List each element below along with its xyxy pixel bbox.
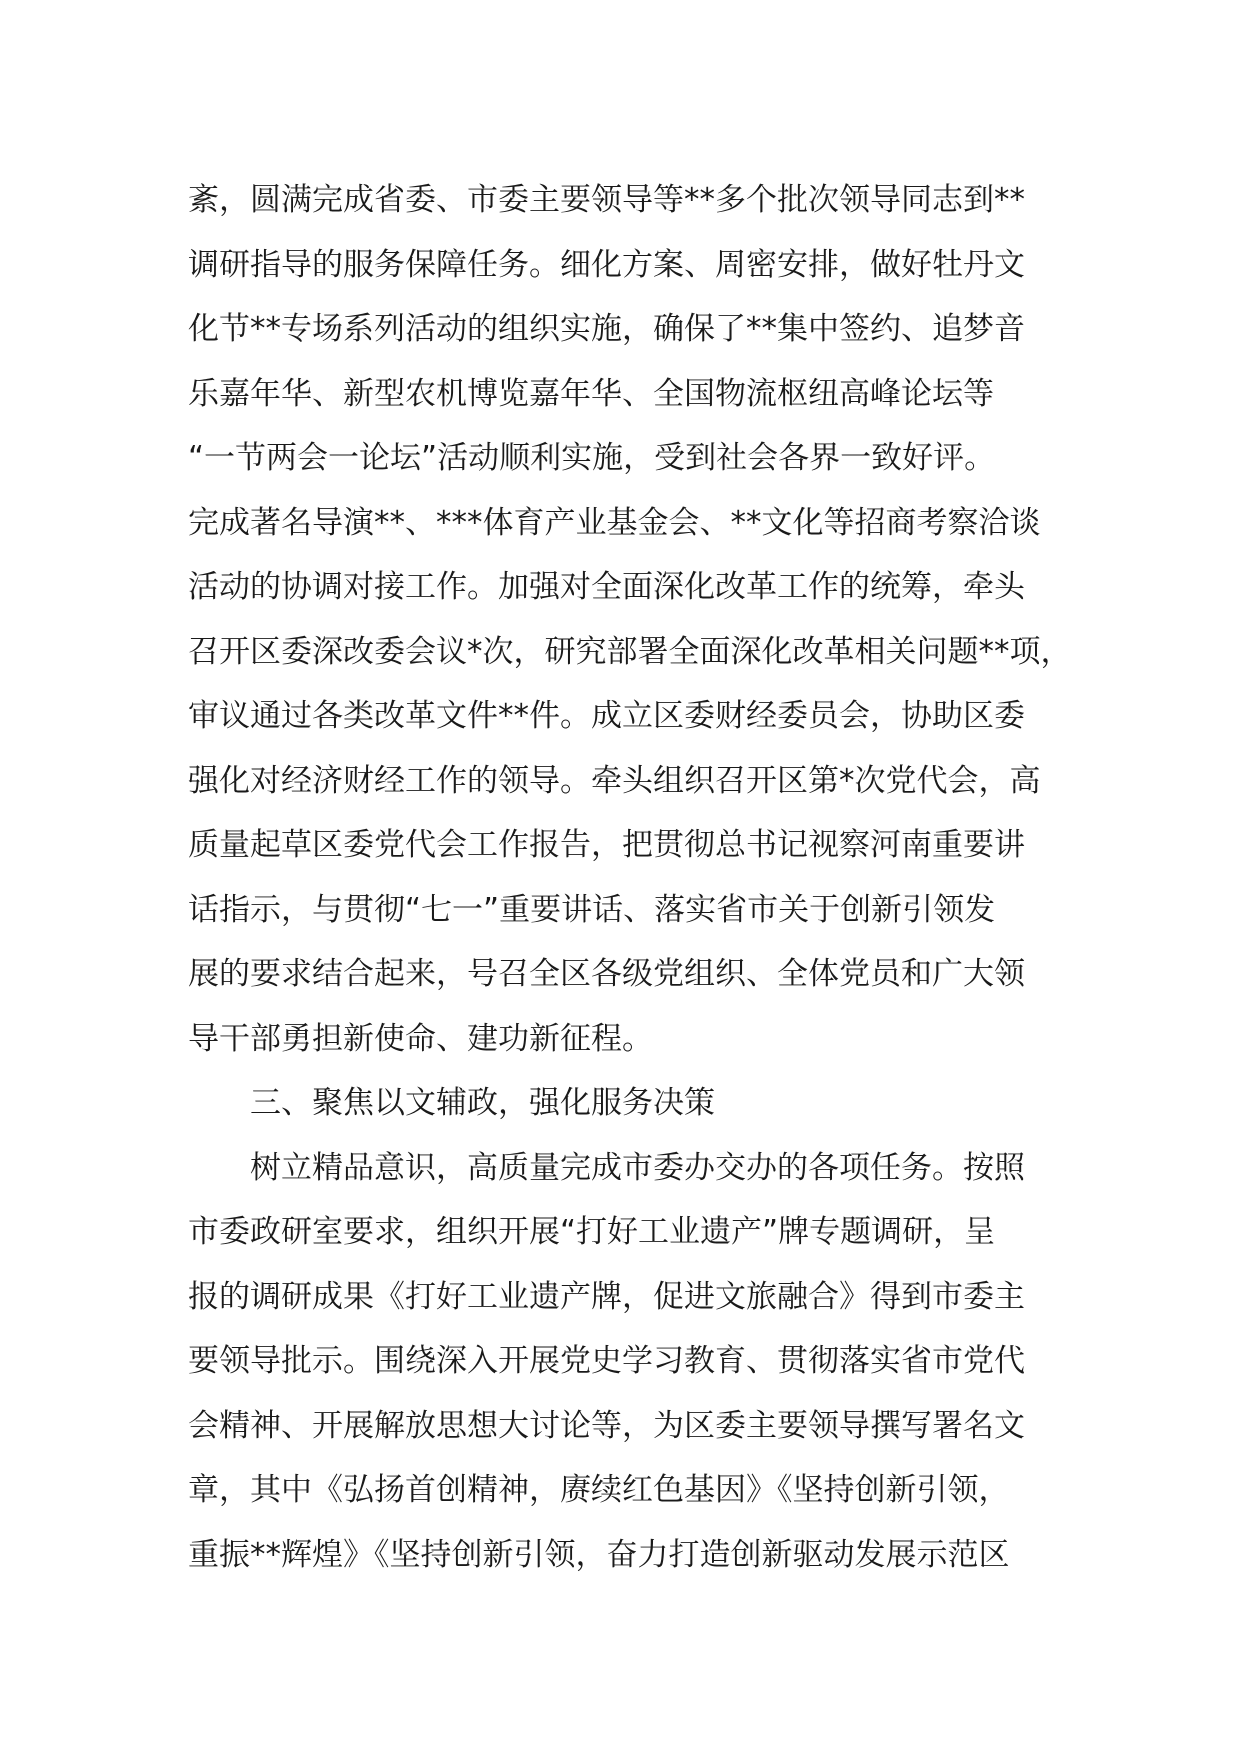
- document-body: [188, 168, 1088, 1587]
- paragraph-first-line: 树立精品意识，高质量完成市委办交办的各项任务。按照: [250, 1149, 1025, 1186]
- body-text-line: 会精神、开展解放思想大讨论等，为区委主要领导撰写署名文: [188, 1407, 1025, 1444]
- body-text-line: 章，其中《弘扬首创精神，赓续红色基因》《坚持创新引领，: [188, 1472, 1010, 1508]
- body-text-line: 召开区委深改委会议*次，研究部署全面深化改革相关问题**项，: [188, 633, 1072, 670]
- body-text-line: 紊，圆满完成省委、市委主要领导等**多个批次领导同志到**: [188, 182, 1025, 218]
- body-text-line: 化节**专场系列活动的组织实施，确保了**集中签约、追梦音: [188, 311, 1025, 347]
- body-text-line: 乐嘉年华、新型农机博览嘉年华、全国物流枢纽高峰论坛等: [188, 375, 994, 412]
- body-text-line: 市委政研室要求，组织开展“打好工业遗产”牌专题调研，呈: [188, 1214, 996, 1250]
- section-heading: 三、聚焦以文辅政，强化服务决策: [250, 1085, 715, 1121]
- body-text-line: 活动的协调对接工作。加强对全面深化改革工作的统筹，牵头: [188, 569, 1025, 605]
- body-text-line: 话指示，与贯彻“七一”重要讲话、落实省市关于创新引领发: [188, 891, 996, 928]
- body-text-line: “一节两会一论坛”活动顺利实施，受到社会各界一致好评。: [188, 440, 996, 476]
- body-text-line: 审议通过各类改革文件**件。成立区委财经委员会，协助区委: [188, 698, 1025, 734]
- body-text-line: 展的要求结合起来，号召全区各级党组织、全体党员和广大领: [188, 956, 1025, 992]
- body-text-line: 要领导批示。围绕深入开展党史学习教育、贯彻落实省市党代: [188, 1343, 1025, 1379]
- body-text-line: 强化对经济财经工作的领导。牵头组织召开区第*次党代会，高: [188, 762, 1041, 799]
- body-text-line: 质量起草区委党代会工作报告，把贯彻总书记视察河南重要讲: [188, 827, 1025, 863]
- body-text-line: 报的调研成果《打好工业遗产牌，促进文旅融合》得到市委主: [188, 1278, 1025, 1315]
- body-text-line: 调研指导的服务保障任务。细化方案、周密安排，做好牡丹文: [188, 246, 1025, 283]
- body-text-line: 重振**辉煌》《坚持创新引领，奋力打造创新驱动发展示范区: [188, 1536, 1010, 1573]
- body-text-line: 完成著名导演**、***体育产业基金会、**文化等招商考察洽谈: [188, 504, 1041, 541]
- body-text-line: 导干部勇担新使命、建功新征程。: [188, 1020, 653, 1057]
